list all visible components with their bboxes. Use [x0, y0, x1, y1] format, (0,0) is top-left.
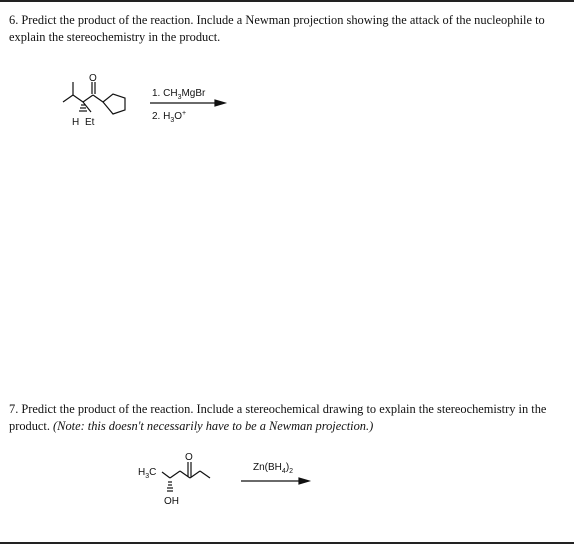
question-6-text	[9, 12, 567, 46]
question-7-reaction-svg	[138, 450, 338, 510]
hydroxyl-label: OH	[164, 496, 179, 507]
ethyl-label: Et	[85, 117, 95, 128]
question-7-scheme	[138, 450, 338, 515]
arrow-head	[215, 100, 225, 106]
question-7-prompt: 7. Predict the product of the reaction. Include a stereochemical drawing to explain the stereochemistry in the product.	[9, 402, 547, 433]
arrow-head	[299, 478, 309, 484]
bottom-border	[0, 542, 574, 544]
bond	[73, 95, 83, 102]
question-6-scheme	[55, 72, 245, 137]
question-7-text	[9, 401, 567, 435]
bond	[170, 471, 180, 478]
question-6-prompt: 6. Predict the product of the reaction. Include a Newman projection showing the attack of the nucleophile to explain the stereochemistry in the product.	[9, 13, 545, 44]
carbonyl-oxygen: O	[89, 73, 97, 84]
bond	[63, 95, 73, 102]
bond	[83, 95, 93, 102]
cyclopentane-ring	[103, 94, 125, 114]
reagent-1: 1. $CH_3MgBr$	[152, 88, 206, 101]
carbonyl-oxygen: O	[185, 452, 193, 463]
top-border	[0, 0, 574, 2]
reagent-2: 2. $H_3O^+$	[152, 110, 187, 124]
methyl-label: $H_3C$	[138, 467, 157, 480]
bond	[93, 95, 103, 102]
question-6-reaction-svg	[55, 72, 245, 132]
hydrogen-label: H	[72, 117, 80, 128]
bond	[162, 472, 170, 478]
bond	[200, 471, 210, 478]
reagent-zn-bh4-2: $Zn(BH_4)_2$	[253, 462, 294, 475]
question-7-note: (Note: this doesn't necessarily have to be a Newman projection.)	[53, 419, 374, 433]
